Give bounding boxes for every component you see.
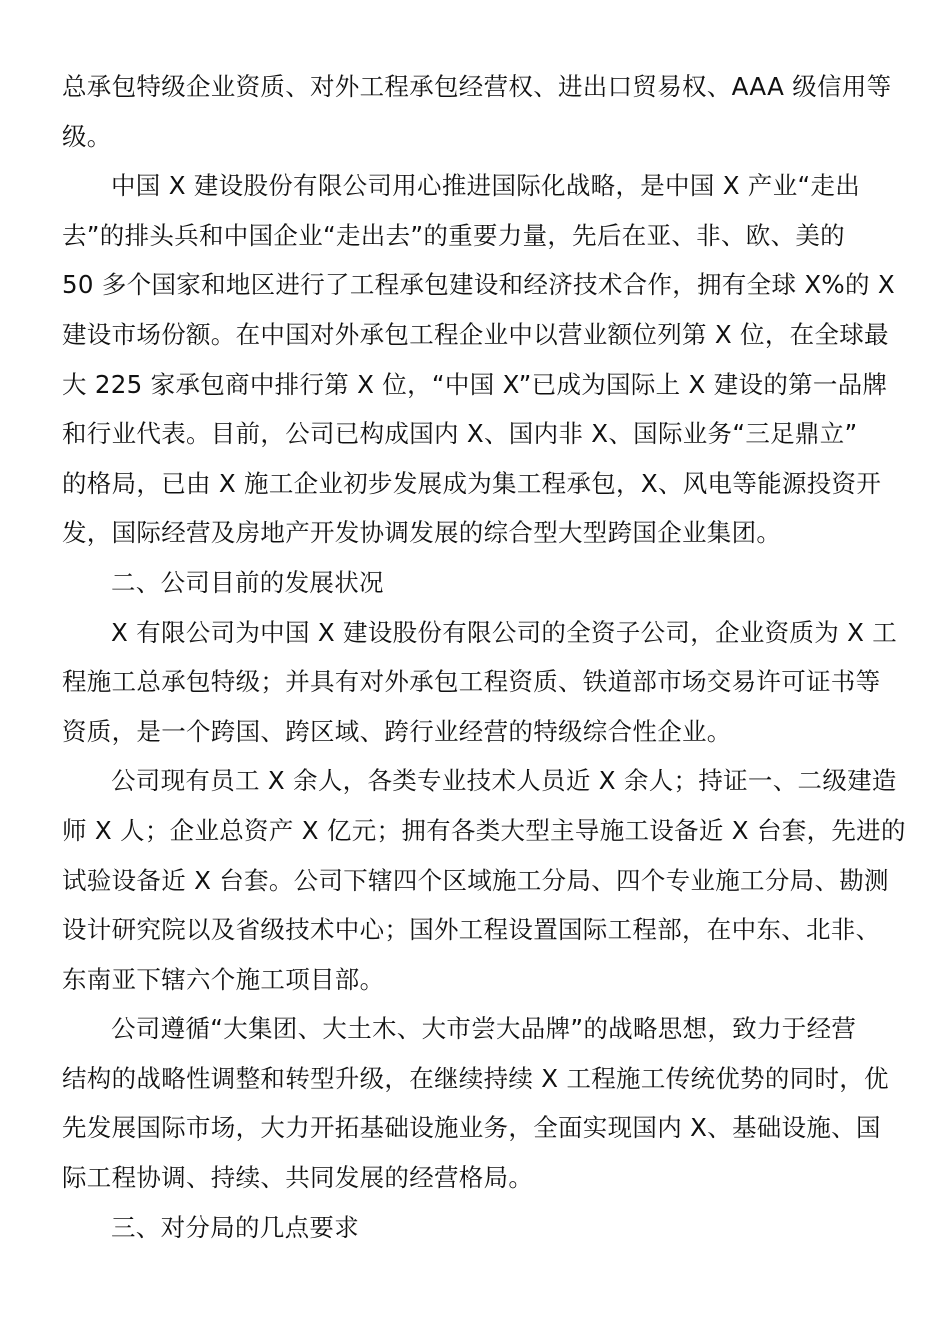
text-line: 大 225 家承包商中排行第 X 位，“中国 X”已成为国际上 X 建设的第一品牌 [62, 369, 888, 399]
text-line: 际工程协调、持续、共同发展的经营格局。 [62, 1163, 534, 1193]
text-line: 建设市场份额。在中国对外承包工程企业中以营业额位列第 X 位，在全球最 [62, 319, 889, 349]
paragraph-start-line: 中国 X 建设股份有限公司用心推进国际化战略，是中国 X 产业“走出 [111, 171, 861, 201]
paragraph-start-line: 公司现有员工 X 余人，各类专业技术人员近 X 余人；持证一、二级建造 [111, 766, 897, 796]
document-body [62, 62, 906, 1252]
text-line: 程施工总承包特级；并具有对外承包工程资质、铁道部市场交易许可证书等 [62, 667, 881, 697]
text-line: 结构的战略性调整和转型升级，在继续持续 X 工程施工传统优势的同时，优 [62, 1063, 889, 1093]
paragraph-start-line: 公司遵循“大集团、大土木、大市尝大品牌”的战略思想，致力于经营 [111, 1014, 857, 1044]
text-line: 东南亚下辖六个施工项目部。 [62, 964, 385, 994]
paragraph-start-line: X 有限公司为中国 X 建设股份有限公司的全资子公司，企业资质为 X 工 [111, 617, 898, 647]
section-heading: 二、公司目前的发展状况 [111, 567, 384, 597]
text-line: 的格局，已由 X 施工企业初步发展成为集工程承包，X、风电等能源投资开 [62, 468, 882, 498]
section-heading: 三、对分局的几点要求 [111, 1212, 359, 1242]
text-line: 和行业代表。目前，公司已构成国内 X、国内非 X、国际业务“三足鼎立” [62, 419, 858, 449]
text-line: 资质，是一个跨国、跨区域、跨行业经营的特级综合性企业。 [62, 716, 732, 746]
text-line: 发，国际经营及房地产开发协调发展的综合型大型跨国企业集团。 [62, 518, 782, 548]
text-line: 师 X 人；企业总资产 X 亿元；拥有各类大型主导施工设备近 X 台套，先进的 [62, 815, 906, 845]
text-line: 总承包特级企业资质、对外工程承包经营权、进出口贸易权、AAA 级信用等 [62, 72, 892, 101]
text-line: 50 多个国家和地区进行了工程承包建设和经济技术合作，拥有全球 X%的 X [62, 270, 895, 300]
text-line: 试验设备近 X 台套。公司下辖四个区域施工分局、四个专业施工分局、勘测 [62, 865, 889, 895]
text-line: 先发展国际市场，大力开拓基础设施业务，全面实现国内 X、基础设施、国 [62, 1113, 881, 1143]
text-line: 设计研究院以及省级技术中心；国外工程设置国际工程部，在中东、北非、 [62, 915, 881, 945]
text-line: 去”的排头兵和中国企业“走出去”的重要力量，先后在亚、非、欧、美的 [62, 220, 845, 250]
text-line: 级。 [62, 121, 112, 151]
